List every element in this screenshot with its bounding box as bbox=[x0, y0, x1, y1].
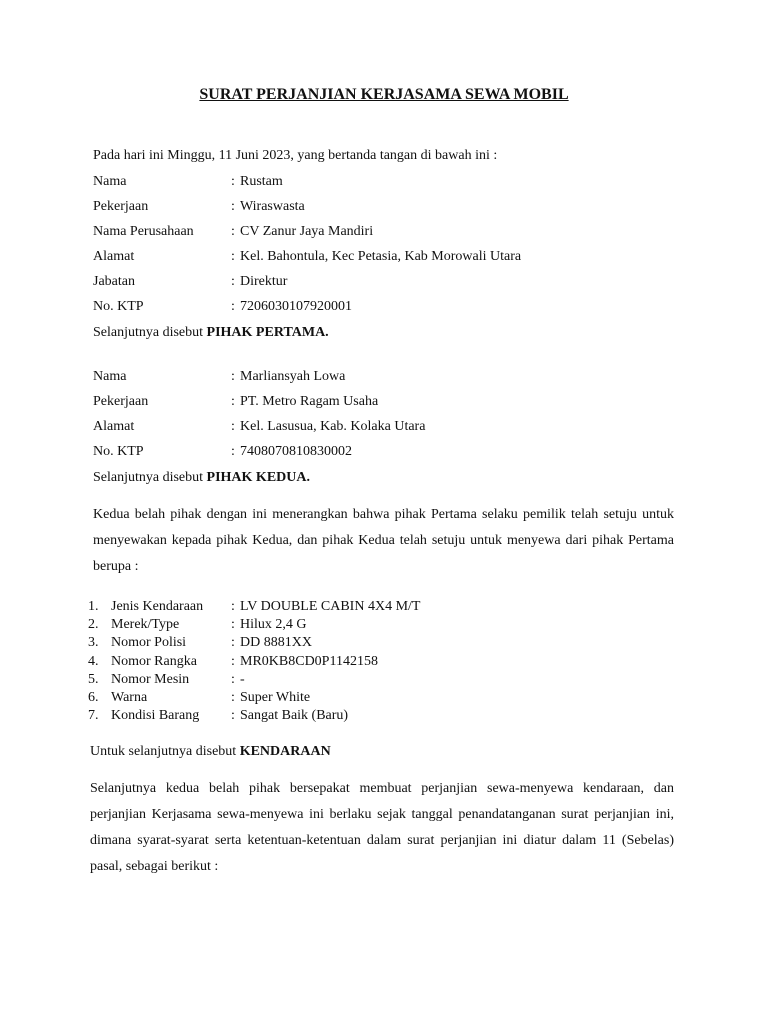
vehicle-item-plate: 3. Nomor Polisi : DD 8881XX bbox=[88, 635, 312, 650]
party1-row-company: Nama Perusahaan : CV Zanur Jaya Mandiri bbox=[93, 224, 374, 239]
closing-paragraph: Selanjutnya kedua belah pihak bersepakat membuat perjanjian sewa-menyewa kendaraan, dan perjanjian Kerjasama sewa-menyewa ini berlaku sejak tanggal penandatanganan surat perjanjian ini, dimana syarat-syarat serta ketentuan-ketentuan dalam surat perjanjian ini diatur dalam 11 (Sebelas) pasal, sebagai berikut : bbox=[90, 781, 674, 874]
party2-designation: Selanjutnya disebut PIHAK KEDUA. bbox=[93, 470, 310, 485]
intro-text: Pada hari ini Minggu, 11 Juni 2023, yang bertanda tangan di bawah ini : bbox=[93, 148, 498, 163]
party1-row-ktp: No. KTP : 7206030107920001 bbox=[93, 299, 352, 314]
vehicle-item-chassis: 4. Nomor Rangka : MR0KB8CD0P1142158 bbox=[88, 654, 378, 669]
party1-row-position: Jabatan : Direktur bbox=[93, 274, 288, 289]
party1-row-address: Alamat : Kel. Bahontula, Kec Petasia, Kab Morowali Utara bbox=[93, 249, 522, 264]
vehicle-item-condition: 7. Kondisi Barang : Sangat Baik (Baru) bbox=[88, 708, 349, 723]
party2-row-name: Nama : Marliansyah Lowa bbox=[93, 369, 346, 384]
party2-row-job: Pekerjaan : PT. Metro Ragam Usaha bbox=[93, 394, 379, 409]
party1-row-name: Nama : Rustam bbox=[93, 174, 283, 189]
vehicle-item-brand: 2. Merek/Type : Hilux 2,4 G bbox=[88, 617, 307, 632]
document-title: SURAT PERJANJIAN KERJASAMA SEWA MOBIL bbox=[199, 86, 569, 103]
vehicle-item-color: 6. Warna : Super White bbox=[88, 690, 311, 705]
vehicle-item-engine: 5. Nomor Mesin : - bbox=[88, 672, 245, 687]
party2-row-address: Alamat : Kel. Lasusua, Kab. Kolaka Utara bbox=[93, 419, 426, 434]
party2-row-ktp: No. KTP : 7408070810830002 bbox=[93, 444, 352, 459]
vehicle-designation: Untuk selanjutnya disebut KENDARAAN bbox=[90, 744, 331, 759]
vehicle-item-type: 1. Jenis Kendaraan : LV DOUBLE CABIN 4X4 M/T bbox=[88, 599, 421, 614]
party1-row-job: Pekerjaan : Wiraswasta bbox=[93, 199, 305, 214]
party1-designation: Selanjutnya disebut PIHAK PERTAMA. bbox=[93, 325, 329, 340]
agreement-paragraph: Kedua belah pihak dengan ini menerangkan bahwa pihak Pertama selaku pemilik telah setuju untuk menyewakan kepada pihak Kedua, dan pihak Kedua telah setuju untuk menyewa dari pihak Pertama berupa : bbox=[93, 507, 674, 574]
